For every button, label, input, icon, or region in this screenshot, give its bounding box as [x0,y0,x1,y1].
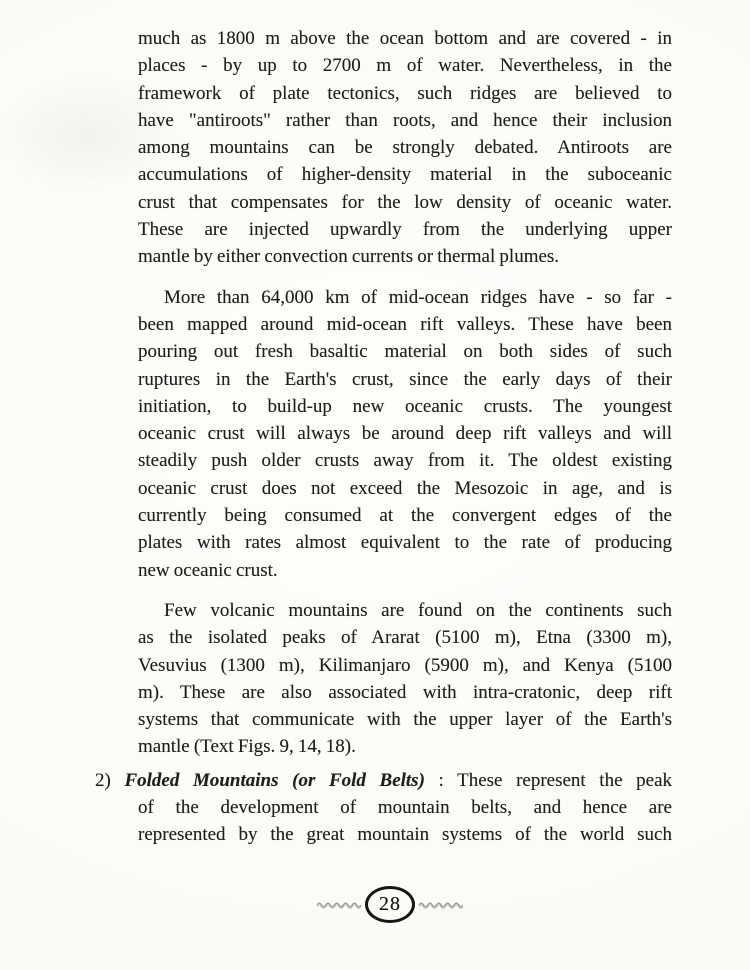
text-line: have "antiroots" rather than roots, and hence their inclusion [138,109,672,131]
page-number-badge [365,886,415,923]
text-line: much as 1800 m above the ocean bottom and are covered - in [138,28,672,49]
list-item-title-suffix: : These represent the peak [438,769,673,791]
text-line: plates with rates almost equivalent to the rate of producing [138,532,672,554]
text-line: of the development of mountain belts, and hence are [138,797,672,819]
list-item-number: 2) [95,769,111,791]
list-item-title: Folded Mountains (or Fold Belts) [124,769,425,791]
text-line: pouring out fresh basaltic material on both sides of such [138,341,672,363]
text-line: currently being consumed at the convergent edges of the [138,505,672,527]
text-line: accumulations of higher-density material in the suboceanic [138,164,672,186]
paragraph [138,284,672,584]
text-line: Few volcanic mountains are found on the continents such [164,599,672,621]
text-line: oceanic crust will always be around deep rift valleys and will [138,423,672,445]
text-line: mantle (Text Figs. 9, 14, 18). [138,736,356,758]
list-item-continuation [95,794,672,849]
text-line: represented by the great mountain systems of the world such [138,824,672,846]
text-line: More than 64,000 km of mid-ocean ridges have - so far - [164,286,672,308]
ornament-squiggle-left-icon [317,900,363,910]
ornament-squiggle-right-icon [417,900,463,910]
text-line: m). These are also associated with intra-cratonic, deep rift [138,681,672,703]
text-line: oceanic crust does not exceed the Mesozoic in age, and is [138,477,672,499]
text-line: ruptures in the Earth's crust, since the early days of their [138,368,672,390]
page-footer [317,886,463,923]
text-line: steadily push older crusts away from it. The oldest existing [138,450,672,472]
text-line: systems that communicate with the upper layer of the Earth's [138,709,672,731]
text-line: Vesuvius (1300 m), Kilimanjaro (5900 m), and Kenya (5100 [138,654,672,676]
text-line: as the isolated peaks of Ararat (5100 m), Etna (3300 m), [138,627,672,649]
text-line: been mapped around mid-ocean rift valleys. These have been [138,313,672,335]
paragraph [138,25,672,271]
text-line: places - by up to 2700 m of water. Nevertheless, in the [138,55,672,77]
paragraph [138,597,672,761]
numbered-list-item [95,767,672,849]
text-line: framework of plate tectonics, such ridges are believed to [138,82,672,104]
text-line: mantle by either convection currents or thermal plumes. [138,246,560,268]
text-line: These are injected upwardly from the underlying upper [138,219,672,241]
text-line: crust that compensates for the low density of oceanic water. [138,191,672,213]
text-line [95,767,672,794]
text-line: initiation, to build-up new oceanic crusts. The youngest [138,395,672,417]
page-body [95,25,673,849]
text-line: among mountains can be strongly debated. Antiroots are [138,137,672,159]
page-number: 28 [379,893,401,915]
text-line: new oceanic crust. [138,559,278,581]
